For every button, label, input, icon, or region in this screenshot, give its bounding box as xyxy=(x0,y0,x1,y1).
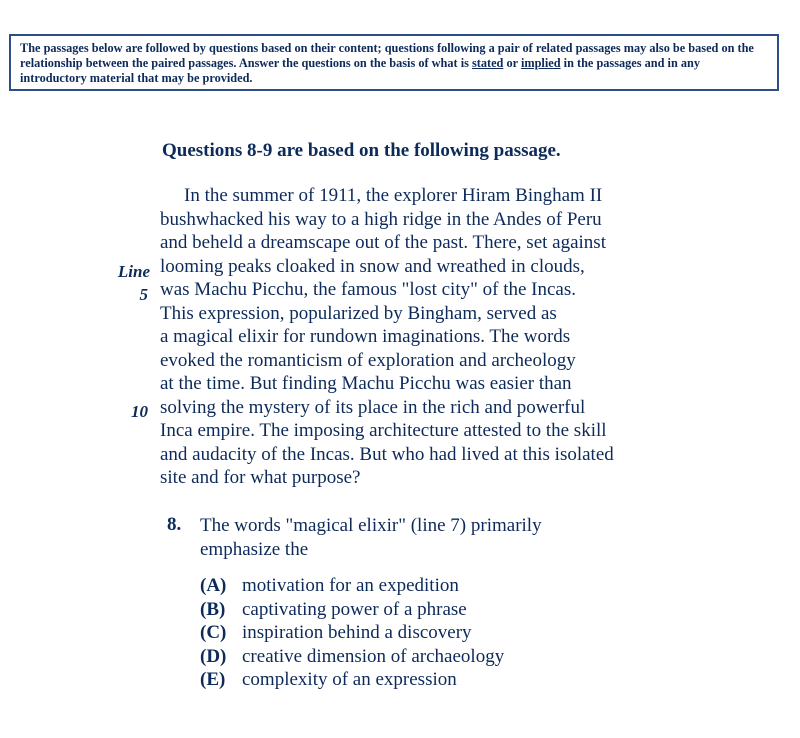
question-stem-line: emphasize the xyxy=(200,538,309,560)
choice-letter: (C) xyxy=(200,622,227,643)
question-stem xyxy=(200,514,620,561)
choice-text: inspiration behind a discovery xyxy=(242,622,472,643)
passage-text xyxy=(160,184,680,490)
passage-line: and audacity of the Incas. But who had lived at this isolated xyxy=(160,443,614,465)
passage-line: and beheld a dreamscape out of the past. There, set against xyxy=(160,232,606,253)
directions-box xyxy=(9,34,779,91)
passage-line: site and for what purpose? xyxy=(160,467,361,488)
answer-choices xyxy=(200,574,504,692)
choice-text: complexity of an expression xyxy=(242,669,457,690)
answer-choice-d[interactable] xyxy=(200,645,504,669)
question-stem-line: The words "magical elixir" (line 7) primarily xyxy=(200,515,542,536)
passage-line: Inca empire. The imposing architecture attested to the skill xyxy=(160,420,607,441)
passage-line: In the summer of 1911, the explorer Hiram Bingham II xyxy=(184,185,603,206)
directions-implied: implied xyxy=(520,56,561,70)
passage-heading: Questions 8-9 are based on the following passage. xyxy=(162,140,561,161)
passage-line: This expression, popularized by Bingham, served as xyxy=(160,302,557,324)
passage-line: was Machu Picchu, the famous "lost city" of the Incas. xyxy=(160,279,576,300)
passage-line: evoked the romanticism of exploration and archeology xyxy=(160,349,576,371)
question-number: 8. xyxy=(167,514,182,535)
passage-line: bushwhacked his way to a high ridge in the Andes of Peru xyxy=(160,208,602,230)
line-marker-5: 5 xyxy=(139,285,148,304)
choice-letter: (A) xyxy=(200,575,227,596)
directions-stated: stated xyxy=(471,56,504,70)
directions-text-part2: in the passages and in any introductory material that may be provided. xyxy=(20,56,700,85)
choice-letter: (E) xyxy=(200,669,226,690)
answer-choice-a[interactable] xyxy=(200,574,504,598)
passage-line: looming peaks cloaked in snow and wreathed in clouds, xyxy=(160,255,585,277)
line-label: Line xyxy=(117,262,150,281)
directions-or: or xyxy=(503,56,521,70)
choice-letter: (B) xyxy=(200,598,226,620)
directions-text-part1: The passages below are followed by questions based on their content; questions following a pair of related passages may also be based on the relationship between the paired passages. Answer the questions on the basis of what is xyxy=(20,41,754,70)
choice-text: captivating power of a phrase xyxy=(242,598,467,620)
passage-line: a magical elixir for rundown imaginations. The words xyxy=(160,326,571,347)
answer-choice-c[interactable] xyxy=(200,621,504,645)
choice-letter: (D) xyxy=(200,645,227,667)
passage-line: at the time. But finding Machu Picchu was easier than xyxy=(160,373,572,394)
answer-choice-e[interactable] xyxy=(200,668,504,692)
line-marker-10: 10 xyxy=(131,402,148,421)
choice-text: motivation for an expedition xyxy=(242,575,459,596)
answer-choice-b[interactable] xyxy=(200,598,504,622)
passage-line: solving the mystery of its place in the rich and powerful xyxy=(160,396,586,418)
choice-text: creative dimension of archaeology xyxy=(242,645,505,667)
